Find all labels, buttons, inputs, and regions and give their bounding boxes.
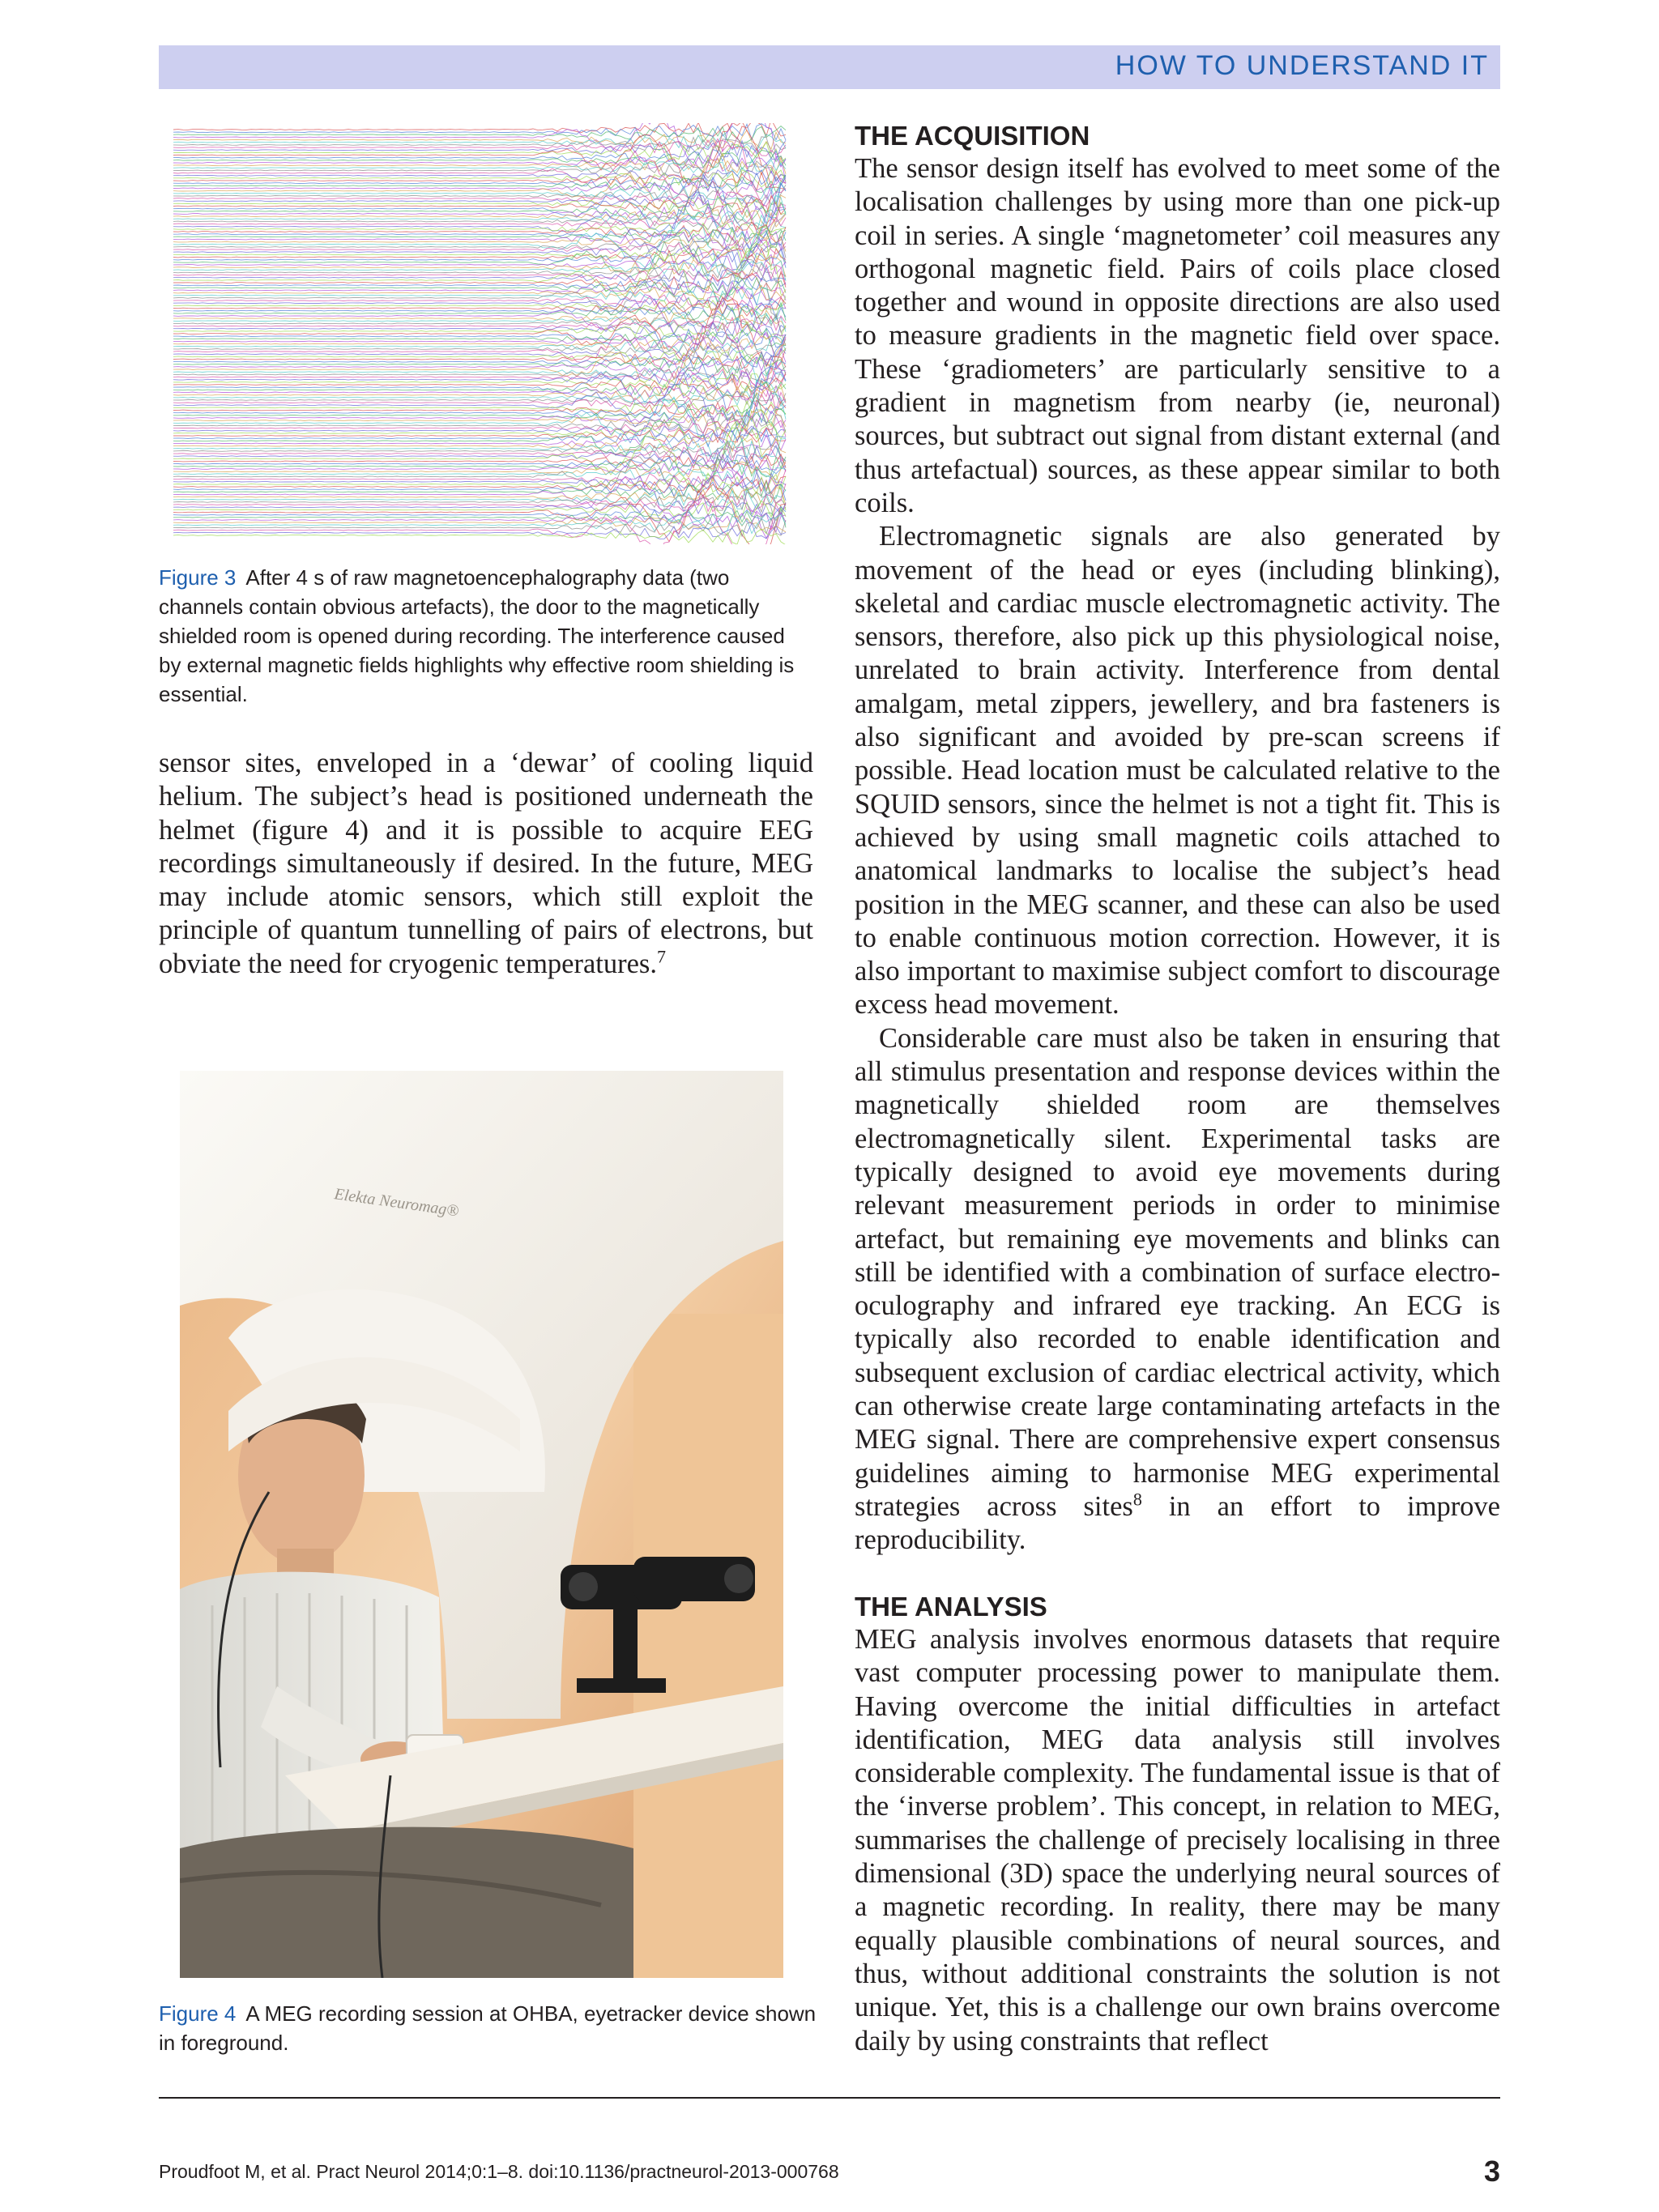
meg-traces-plot xyxy=(173,123,789,544)
figure-4-label: Figure 4 xyxy=(159,2001,237,2026)
running-head: HOW TO UNDERSTAND IT xyxy=(1115,50,1489,81)
reference-7: 7 xyxy=(656,946,666,967)
acquisition-paragraph-3-text: Considerable care must also be taken in ensuring that all stimulus presentation and response devices within the magnetically shielded room are themselves electromagnetically silent. Experimental tasks are typically designed to avoid eye movements during relevant measurement periods in order to minimise artefact, but remaining eye movements and blinks can still be identified with a combination of surface electro-oculography and infrared eye tracking. An ECG is typically also recorded to enable identification and subsequent exclusion of cardiac electrical activity, which can otherwise create large contaminating artefacts in the MEG signal. There are comprehensive expert consensus guidelines aiming to harmonise MEG experimental strategies across sites xyxy=(855,1022,1500,1522)
acquisition-text xyxy=(855,152,1500,1557)
section-heading-acquisition: THE ACQUISITION xyxy=(855,121,1090,151)
figure-4-caption-text: A MEG recording session at OHBA, eyetracker device shown in foreground. xyxy=(159,2001,817,2055)
acquisition-paragraph-2: Electromagnetic signals are also generated by movement of the head or eyes (including blinking), skeletal and cardiac muscle electromagnetic activity. The sensors, therefore, also pick up this physiological noise, unrelated to brain activity. Interference from dental amalgam, metal zippers, jewellery, and bra fasteners is also significant and avoided by pre-scan screens if possible. Head location must be calculated relative to the SQUID sensors, since the helmet is not a tight fit. This is achieved by using small magnetic coils attached to anatomical landmarks to localise the subject’s head position in the MEG scanner, and these can also be used to enable continuous motion correction. However, it is also important to maximise subject comfort to discourage excess head movement. xyxy=(855,521,1500,1021)
figure-3-caption-text: After 4 s of raw magnetoencephalography data (two channels contain obvious artefacts), the door to the magnetically shielded room is opened during recording. The interference caused by external magnetic fields highlights why effective room shielding is essential. xyxy=(159,565,795,706)
figure-3-caption xyxy=(159,563,807,709)
figure-3-label: Figure 3 xyxy=(159,565,237,590)
acquisition-paragraph-3-end: in an effort to improve reproducibility. xyxy=(855,1490,1500,1556)
acquisition-paragraph-3 xyxy=(855,1022,1500,1558)
footer-citation: Proudfoot M, et al. Pract Neurol 2014;0:1–8. doi:10.1136/practneurol-2013-000768 xyxy=(159,2161,839,2182)
left-paragraph: sensor sites, enveloped in a ‘dewar’ of cooling liquid helium. The subject’s head is positioned underneath the helmet (figure 4) and it is possible to acquire EEG recordings simultaneously if desired. In the future, MEG may include atomic sensors, which still exploit the principle of quantum tunnelling of pairs of electrons, but obviate the need for cryogenic temperatures. xyxy=(159,748,813,979)
left-column-text xyxy=(159,747,813,981)
section-heading-analysis: THE ANALYSIS xyxy=(855,1592,1047,1622)
running-head-band xyxy=(159,45,1500,89)
page-number: 3 xyxy=(1483,2154,1500,2188)
figure-4-photo xyxy=(180,1071,783,1978)
reference-8: 8 xyxy=(1132,1489,1142,1510)
meg-session-photo xyxy=(180,1071,783,1978)
analysis-paragraph-1: MEG analysis involves enormous datasets that require vast computer processing power to manipulate them. Having overcome the initial difficulties in artefact identification, MEG data analysis still involves considerable complexity. The fundamental issue is that of the ‘inverse problem’. This concept, in relation to MEG, summarises the challenge of precisely localising in three dimensional (3D) space the underlying neural sources of a magnetic recording. In reality, there may be many equally plausible combinations of neural sources, and thus, without additional constraints the solution is not unique. Yet, this is a challenge our own brains overcome daily by using constraints that reflect xyxy=(855,1624,1500,2056)
acquisition-paragraph-1: The sensor design itself has evolved to meet some of the localisation challenges by using more than one pick-up coil in series. A single ‘magnetometer’ coil measures any orthogonal magnetic field. Pairs of coils place closed together and wound in opposite directions are also used to measure gradients in the magnetic field over space. These ‘gradiometers’ are particularly sensitive to a gradient in magnetism from nearby (ie, neuronal) sources, but subtract out signal from distant external (and thus artefactual) sources, as these appear similar to both coils. xyxy=(855,153,1500,518)
figure-3-meg-traces xyxy=(173,123,789,544)
analysis-text xyxy=(855,1623,1500,2058)
figure-4-caption xyxy=(159,1999,819,2057)
helmet-brand-text: Elekta Neuromag® xyxy=(333,1185,460,1221)
footer-rule xyxy=(159,2097,1500,2099)
